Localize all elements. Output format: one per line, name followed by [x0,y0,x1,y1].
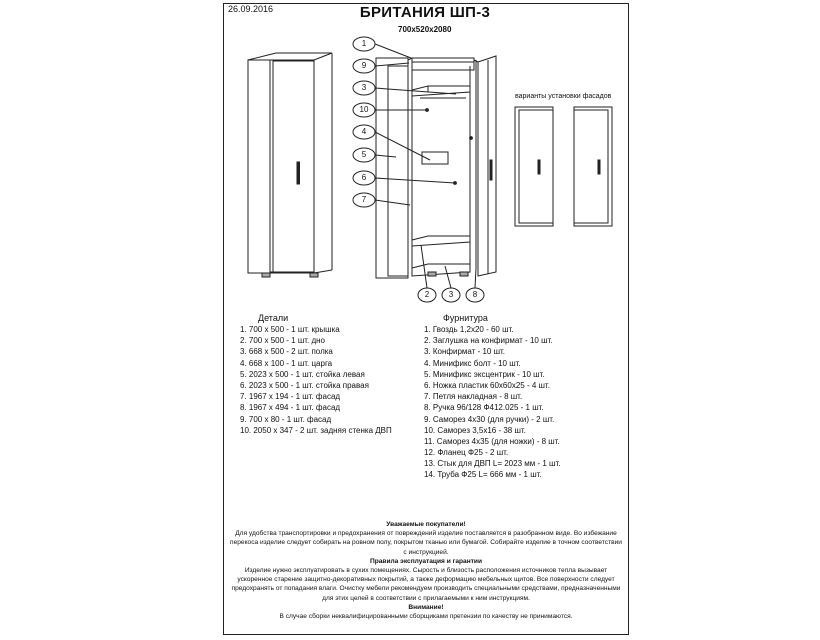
variant-left-drawing [515,107,553,226]
callout-leaders [353,37,484,302]
parts-list-item: 7. 1967 х 194 - 1 шт. фасад [240,392,341,402]
callout-3-bottom: 3 [448,290,454,299]
parts-list-item: 9. 700 х 80 - 1 шт. фасад [240,414,332,424]
hardware-list-item: 3. Конфирмат - 10 шт. [424,347,506,357]
parts-list-item: 2. 700 х 500 - 1 шт. дно [240,336,325,346]
notes-heading-customers: Уважаемые покупатели! [386,521,466,528]
callout-6: 6 [361,173,367,182]
callout-7: 7 [361,195,367,204]
notes-paragraph-warning: В случае сборки неквалифицированными сборщиками претензии по качеству не принимаются. [279,613,573,621]
hardware-list-item: 14. Труба Ф25 L= 666 мм - 1 шт. [424,470,542,480]
notes-heading-rules: Правила эксплуатация и гарантии [369,557,483,565]
parts-list [240,324,392,436]
hardware-list-item: 5. Минификс эксцентрик - 10 шт. [424,369,545,379]
callout-9: 9 [361,61,367,70]
callout-2-bottom: 2 [424,290,430,299]
hardware-list-item: 9. Саморез 4х30 (для ручки) - 2 шт. [424,414,555,424]
parts-list-item: 6. 2023 х 500 - 1 шт. стойка правая [240,380,369,390]
document-title: БРИТАНИЯ ШП-3 [359,4,491,21]
hardware-list-item: 2. Заглушка на конфирмат - 10 шт. [424,336,553,346]
callout-4: 4 [361,127,367,136]
hardware-list-item: 13. Стык для ДВП L= 2023 мм - 1 шт. [424,459,561,469]
parts-list-item: 10. 2050 х 347 - 2 шт. задняя стенка ДВП [240,425,392,435]
hardware-list-item: 10. Саморез 3,5х16 - 38 шт. [424,425,526,435]
hardware-list [424,324,560,481]
callout-8-bottom: 8 [472,290,478,299]
callout-3: 3 [361,83,367,92]
parts-list-item: 4. 668 х 100 - 1 шт. царга [240,358,333,368]
hardware-list-item: 6. Ножка пластик 60х60х25 - 4 шт. [424,380,550,390]
callout-10: 10 [359,105,369,114]
parts-list-item: 8. 1967 х 494 - 1 шт. фасад [240,403,341,413]
document-date: 26.09.2016 [228,4,274,14]
parts-list-item: 5. 2023 х 500 - 1 шт. стойка левая [240,369,365,379]
hardware-list-item: 12. Фланец Ф25 - 2 шт. [424,448,509,458]
variant-right-drawing [574,107,612,226]
closed-wardrobe-drawing [248,53,332,277]
notes-paragraph-usage: Изделие нужно эксплуатировать в сухих помещениях. Сырость и близость расположения источников тепла вызывает ускоренное старение защитно-декоративных покрытий, а также деформацию мебельных щитов. Все поверхности следует предохранять от попадания влаги. Очистку мебели рекомендуем производить специальными средствами, предназначенными для этих целей в соответствии с прилагаемыми к ним инструкциям. [231,567,621,602]
hardware-list-item: 4. Минификс болт - 10 шт. [424,358,521,368]
variants-label: варианты установки фасадов [515,93,612,100]
parts-title: Детали [258,313,289,323]
hardware-list-item: 11. Саморез 4х35 (для ножки) - 8 шт. [424,436,560,446]
hardware-title: Фурнитура [443,313,488,323]
parts-list-item: 3. 668 х 500 - 2 шт. полка [240,347,333,357]
callout-5: 5 [361,150,367,159]
hardware-list-item: 1. Гвоздь 1,2х20 - 60 шт. [424,325,514,334]
parts-list-item: 1. 700 х 500 - 1 шт. крышка [240,325,340,334]
dimensions-label: 700х520х2080 [398,25,452,34]
callout-1: 1 [361,39,367,48]
notes-section [228,520,624,621]
notes-paragraph-transport: Для удобства транспортировки и предохранения от повреждений изделие поставляется в разобранном виде. Во избежание перекоса изделие следует собирать на ровном полу, покрытом тканью или бумагой. Собирайте изделие в точном соответствии с инструкцией. [230,530,622,556]
hardware-list-item: 8. Ручка 96/128 Ф412.025 - 1 шт. [424,403,544,413]
hardware-list-item: 7. Петля накладная - 8 шт. [424,392,523,402]
notes-heading-attention: Внимание! [408,603,444,611]
